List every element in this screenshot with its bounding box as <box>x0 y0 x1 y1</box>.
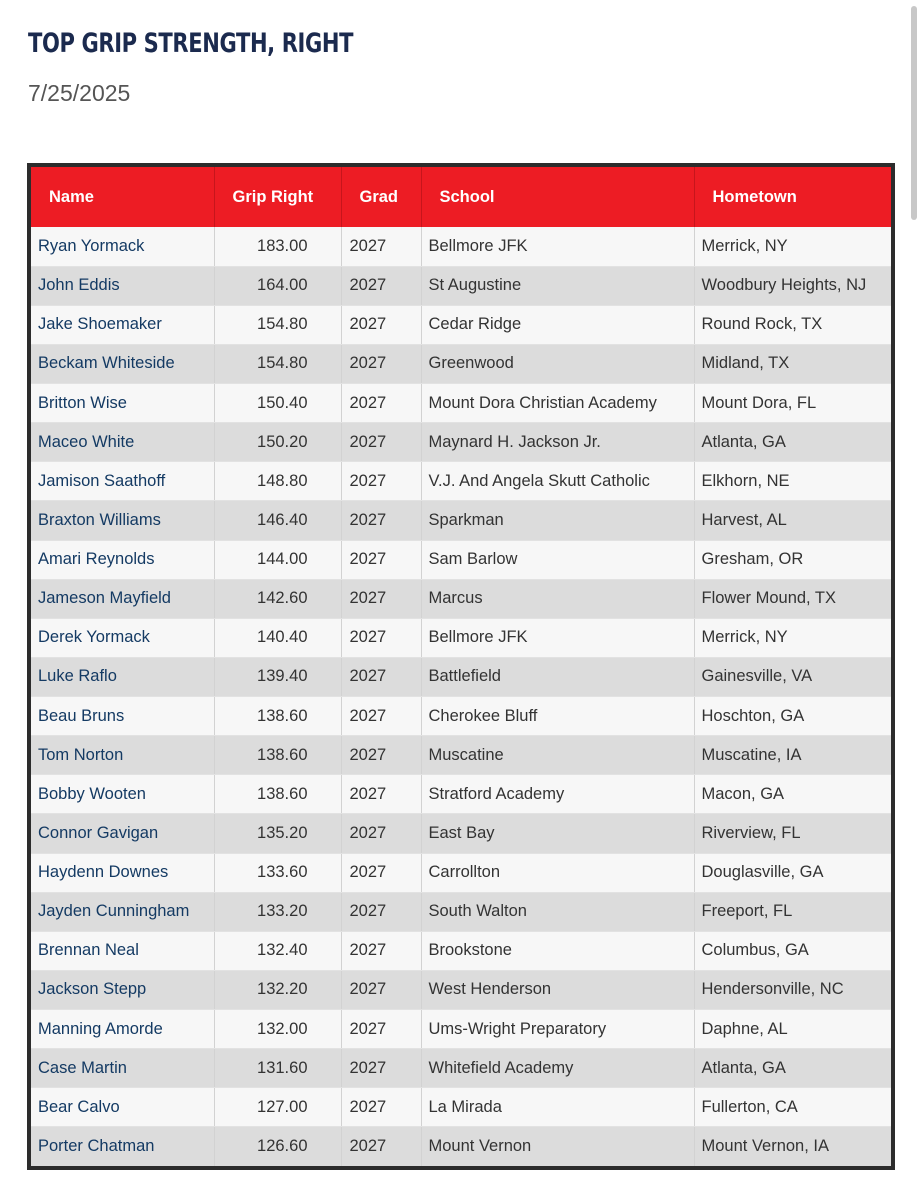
cell-grad: 2027 <box>341 657 421 696</box>
athlete-name-link[interactable]: Tom Norton <box>38 745 124 764</box>
cell-grad: 2027 <box>341 423 421 462</box>
athlete-name-link[interactable]: Beau Bruns <box>38 706 125 725</box>
cell-grip-right: 127.00 <box>214 1088 341 1127</box>
cell-school: Bellmore JFK <box>421 227 694 266</box>
leaderboard-table <box>31 167 891 1167</box>
cell-grad: 2027 <box>341 853 421 892</box>
cell-school: La Mirada <box>421 1088 694 1127</box>
cell-grip-right: 183.00 <box>214 227 341 266</box>
table-row <box>31 1010 891 1049</box>
cell-school: Sam Barlow <box>421 540 694 579</box>
cell-school: Stratford Academy <box>421 775 694 814</box>
cell-hometown: Woodbury Heights, NJ <box>694 266 891 305</box>
cell-grip-right: 131.60 <box>214 1049 341 1088</box>
table-row <box>31 814 891 853</box>
cell-name <box>31 462 214 501</box>
cell-name <box>31 657 214 696</box>
cell-name <box>31 579 214 618</box>
cell-hometown: Macon, GA <box>694 775 891 814</box>
cell-grad: 2027 <box>341 266 421 305</box>
cell-name <box>31 697 214 736</box>
athlete-name-link[interactable]: John Eddis <box>38 276 120 295</box>
cell-hometown: Freeport, FL <box>694 892 891 931</box>
cell-grip-right: 133.60 <box>214 853 341 892</box>
cell-hometown: Atlanta, GA <box>694 1049 891 1088</box>
cell-hometown: Muscatine, IA <box>694 736 891 775</box>
cell-name <box>31 266 214 305</box>
table-row <box>31 736 891 775</box>
cell-school: Cherokee Bluff <box>421 697 694 736</box>
cell-name <box>31 853 214 892</box>
cell-grip-right: 132.40 <box>214 931 341 970</box>
table-row <box>31 227 891 266</box>
cell-school: Marcus <box>421 579 694 618</box>
cell-grip-right: 154.80 <box>214 344 341 383</box>
cell-school: St Augustine <box>421 266 694 305</box>
cell-school: Bellmore JFK <box>421 618 694 657</box>
table-row <box>31 305 891 344</box>
column-header-name[interactable]: Name <box>31 167 214 227</box>
page-date: 7/25/2025 <box>28 80 131 106</box>
athlete-name-link[interactable]: Britton Wise <box>38 393 127 412</box>
cell-grip-right: 138.60 <box>214 775 341 814</box>
cell-grad: 2027 <box>341 1010 421 1049</box>
cell-hometown: Flower Mound, TX <box>694 579 891 618</box>
cell-grip-right: 138.60 <box>214 736 341 775</box>
athlete-name-link[interactable]: Jackson Stepp <box>38 980 147 999</box>
column-header-school[interactable]: School <box>421 167 694 227</box>
cell-school: Cedar Ridge <box>421 305 694 344</box>
athlete-name-link[interactable]: Luke Raflo <box>38 667 117 686</box>
cell-grad: 2027 <box>341 618 421 657</box>
cell-grad: 2027 <box>341 579 421 618</box>
cell-grip-right: 126.60 <box>214 1127 341 1166</box>
cell-hometown: Daphne, AL <box>694 1010 891 1049</box>
cell-name <box>31 814 214 853</box>
cell-hometown: Merrick, NY <box>694 618 891 657</box>
table-row <box>31 618 891 657</box>
cell-hometown: Douglasville, GA <box>694 853 891 892</box>
cell-hometown: Riverview, FL <box>694 814 891 853</box>
cell-grad: 2027 <box>341 931 421 970</box>
cell-hometown: Gainesville, VA <box>694 657 891 696</box>
cell-grad: 2027 <box>341 892 421 931</box>
cell-hometown: Midland, TX <box>694 344 891 383</box>
cell-hometown: Gresham, OR <box>694 540 891 579</box>
table-row <box>31 892 891 931</box>
athlete-name-link[interactable]: Bear Calvo <box>38 1097 120 1116</box>
table-row <box>31 462 891 501</box>
cell-school: Brookstone <box>421 931 694 970</box>
table-body <box>31 227 891 1166</box>
cell-grad: 2027 <box>341 462 421 501</box>
cell-school: Muscatine <box>421 736 694 775</box>
cell-name <box>31 970 214 1009</box>
cell-grip-right: 154.80 <box>214 305 341 344</box>
cell-hometown: Hendersonville, NC <box>694 970 891 1009</box>
table-row <box>31 540 891 579</box>
cell-grad: 2027 <box>341 305 421 344</box>
cell-school: Carrollton <box>421 853 694 892</box>
cell-name <box>31 540 214 579</box>
cell-grip-right: 138.60 <box>214 697 341 736</box>
cell-grip-right: 139.40 <box>214 657 341 696</box>
cell-name <box>31 501 214 540</box>
cell-grip-right: 133.20 <box>214 892 341 931</box>
athlete-name-link[interactable]: Derek Yormack <box>38 628 150 647</box>
page-title: TOP GRIP STRENGTH, RIGHT <box>28 28 354 59</box>
cell-grad: 2027 <box>341 697 421 736</box>
athlete-name-link[interactable]: Case Martin <box>38 1058 127 1077</box>
cell-grip-right: 150.40 <box>214 384 341 423</box>
table-row <box>31 931 891 970</box>
cell-name <box>31 344 214 383</box>
table-row <box>31 657 891 696</box>
cell-school: Battlefield <box>421 657 694 696</box>
cell-grad: 2027 <box>341 775 421 814</box>
cell-grip-right: 164.00 <box>214 266 341 305</box>
athlete-name-link[interactable]: Brennan Neal <box>38 941 139 960</box>
cell-school: East Bay <box>421 814 694 853</box>
cell-school: Sparkman <box>421 501 694 540</box>
table-row <box>31 1049 891 1088</box>
athlete-name-link[interactable]: Bobby Wooten <box>38 784 146 803</box>
cell-grip-right: 144.00 <box>214 540 341 579</box>
cell-school: Mount Dora Christian Academy <box>421 384 694 423</box>
cell-grad: 2027 <box>341 1049 421 1088</box>
cell-name <box>31 736 214 775</box>
cell-grad: 2027 <box>341 1088 421 1127</box>
cell-name <box>31 775 214 814</box>
cell-name <box>31 423 214 462</box>
cell-grip-right: 142.60 <box>214 579 341 618</box>
cell-school: V.J. And Angela Skutt Catholic <box>421 462 694 501</box>
table-row <box>31 1088 891 1127</box>
cell-grip-right: 132.00 <box>214 1010 341 1049</box>
cell-grip-right: 132.20 <box>214 970 341 1009</box>
cell-grad: 2027 <box>341 1127 421 1166</box>
cell-name <box>31 931 214 970</box>
table-row <box>31 384 891 423</box>
cell-grip-right: 150.20 <box>214 423 341 462</box>
cell-name <box>31 384 214 423</box>
athlete-name-link[interactable]: Ryan Yormack <box>38 236 145 255</box>
cell-grip-right: 148.80 <box>214 462 341 501</box>
cell-school: Ums-Wright Preparatory <box>421 1010 694 1049</box>
athlete-name-link[interactable]: Porter Chatman <box>38 1136 155 1155</box>
table-row <box>31 970 891 1009</box>
athlete-name-link[interactable]: Jameson Mayfield <box>38 589 171 608</box>
table-row <box>31 1127 891 1166</box>
cell-hometown: Fullerton, CA <box>694 1088 891 1127</box>
athlete-name-link[interactable]: Connor Gavigan <box>38 823 159 842</box>
cell-hometown: Mount Vernon, IA <box>694 1127 891 1166</box>
leaderboard-table-frame <box>27 163 895 1170</box>
cell-grad: 2027 <box>341 344 421 383</box>
athlete-name-link[interactable]: Manning Amorde <box>38 1019 163 1038</box>
table-row <box>31 266 891 305</box>
column-header-grip-right[interactable]: Grip Right <box>214 167 341 227</box>
cell-hometown: Atlanta, GA <box>694 423 891 462</box>
cell-grad: 2027 <box>341 227 421 266</box>
cell-hometown: Round Rock, TX <box>694 305 891 344</box>
cell-name <box>31 1010 214 1049</box>
page-scrollbar[interactable] <box>910 0 919 1200</box>
table-row <box>31 423 891 462</box>
cell-hometown: Harvest, AL <box>694 501 891 540</box>
athlete-name-link[interactable]: Jamison Saathoff <box>38 471 166 490</box>
cell-grad: 2027 <box>341 814 421 853</box>
column-header-hometown[interactable]: Hometown <box>694 167 891 227</box>
cell-hometown: Hoschton, GA <box>694 697 891 736</box>
cell-school: Greenwood <box>421 344 694 383</box>
table-header <box>31 167 891 227</box>
cell-school: Whitefield Academy <box>421 1049 694 1088</box>
cell-school: Mount Vernon <box>421 1127 694 1166</box>
cell-name <box>31 305 214 344</box>
cell-grad: 2027 <box>341 736 421 775</box>
header-row <box>31 167 891 227</box>
athlete-name-link[interactable]: Jayden Cunningham <box>38 902 190 921</box>
cell-grip-right: 140.40 <box>214 618 341 657</box>
table-row <box>31 501 891 540</box>
cell-name <box>31 618 214 657</box>
cell-grad: 2027 <box>341 501 421 540</box>
cell-hometown: Columbus, GA <box>694 931 891 970</box>
cell-name <box>31 1127 214 1166</box>
cell-grad: 2027 <box>341 540 421 579</box>
cell-school: South Walton <box>421 892 694 931</box>
table-row <box>31 697 891 736</box>
cell-school: West Henderson <box>421 970 694 1009</box>
table-row <box>31 775 891 814</box>
scrollbar-thumb[interactable] <box>911 6 917 220</box>
column-header-grad[interactable]: Grad <box>341 167 421 227</box>
cell-name <box>31 892 214 931</box>
cell-hometown: Merrick, NY <box>694 227 891 266</box>
athlete-name-link[interactable]: Jake Shoemaker <box>38 315 162 334</box>
athlete-name-link[interactable]: Maceo White <box>38 432 135 451</box>
athlete-name-link[interactable]: Braxton Williams <box>38 510 161 529</box>
cell-school: Maynard H. Jackson Jr. <box>421 423 694 462</box>
cell-name <box>31 1088 214 1127</box>
cell-hometown: Elkhorn, NE <box>694 462 891 501</box>
athlete-name-link[interactable]: Amari Reynolds <box>38 550 155 569</box>
cell-grip-right: 146.40 <box>214 501 341 540</box>
cell-hometown: Mount Dora, FL <box>694 384 891 423</box>
cell-grad: 2027 <box>341 384 421 423</box>
cell-grad: 2027 <box>341 970 421 1009</box>
cell-grip-right: 135.20 <box>214 814 341 853</box>
table-row <box>31 853 891 892</box>
cell-name <box>31 227 214 266</box>
athlete-name-link[interactable]: Beckam Whiteside <box>38 354 175 373</box>
table-row <box>31 344 891 383</box>
table-row <box>31 579 891 618</box>
athlete-name-link[interactable]: Haydenn Downes <box>38 863 169 882</box>
cell-name <box>31 1049 214 1088</box>
